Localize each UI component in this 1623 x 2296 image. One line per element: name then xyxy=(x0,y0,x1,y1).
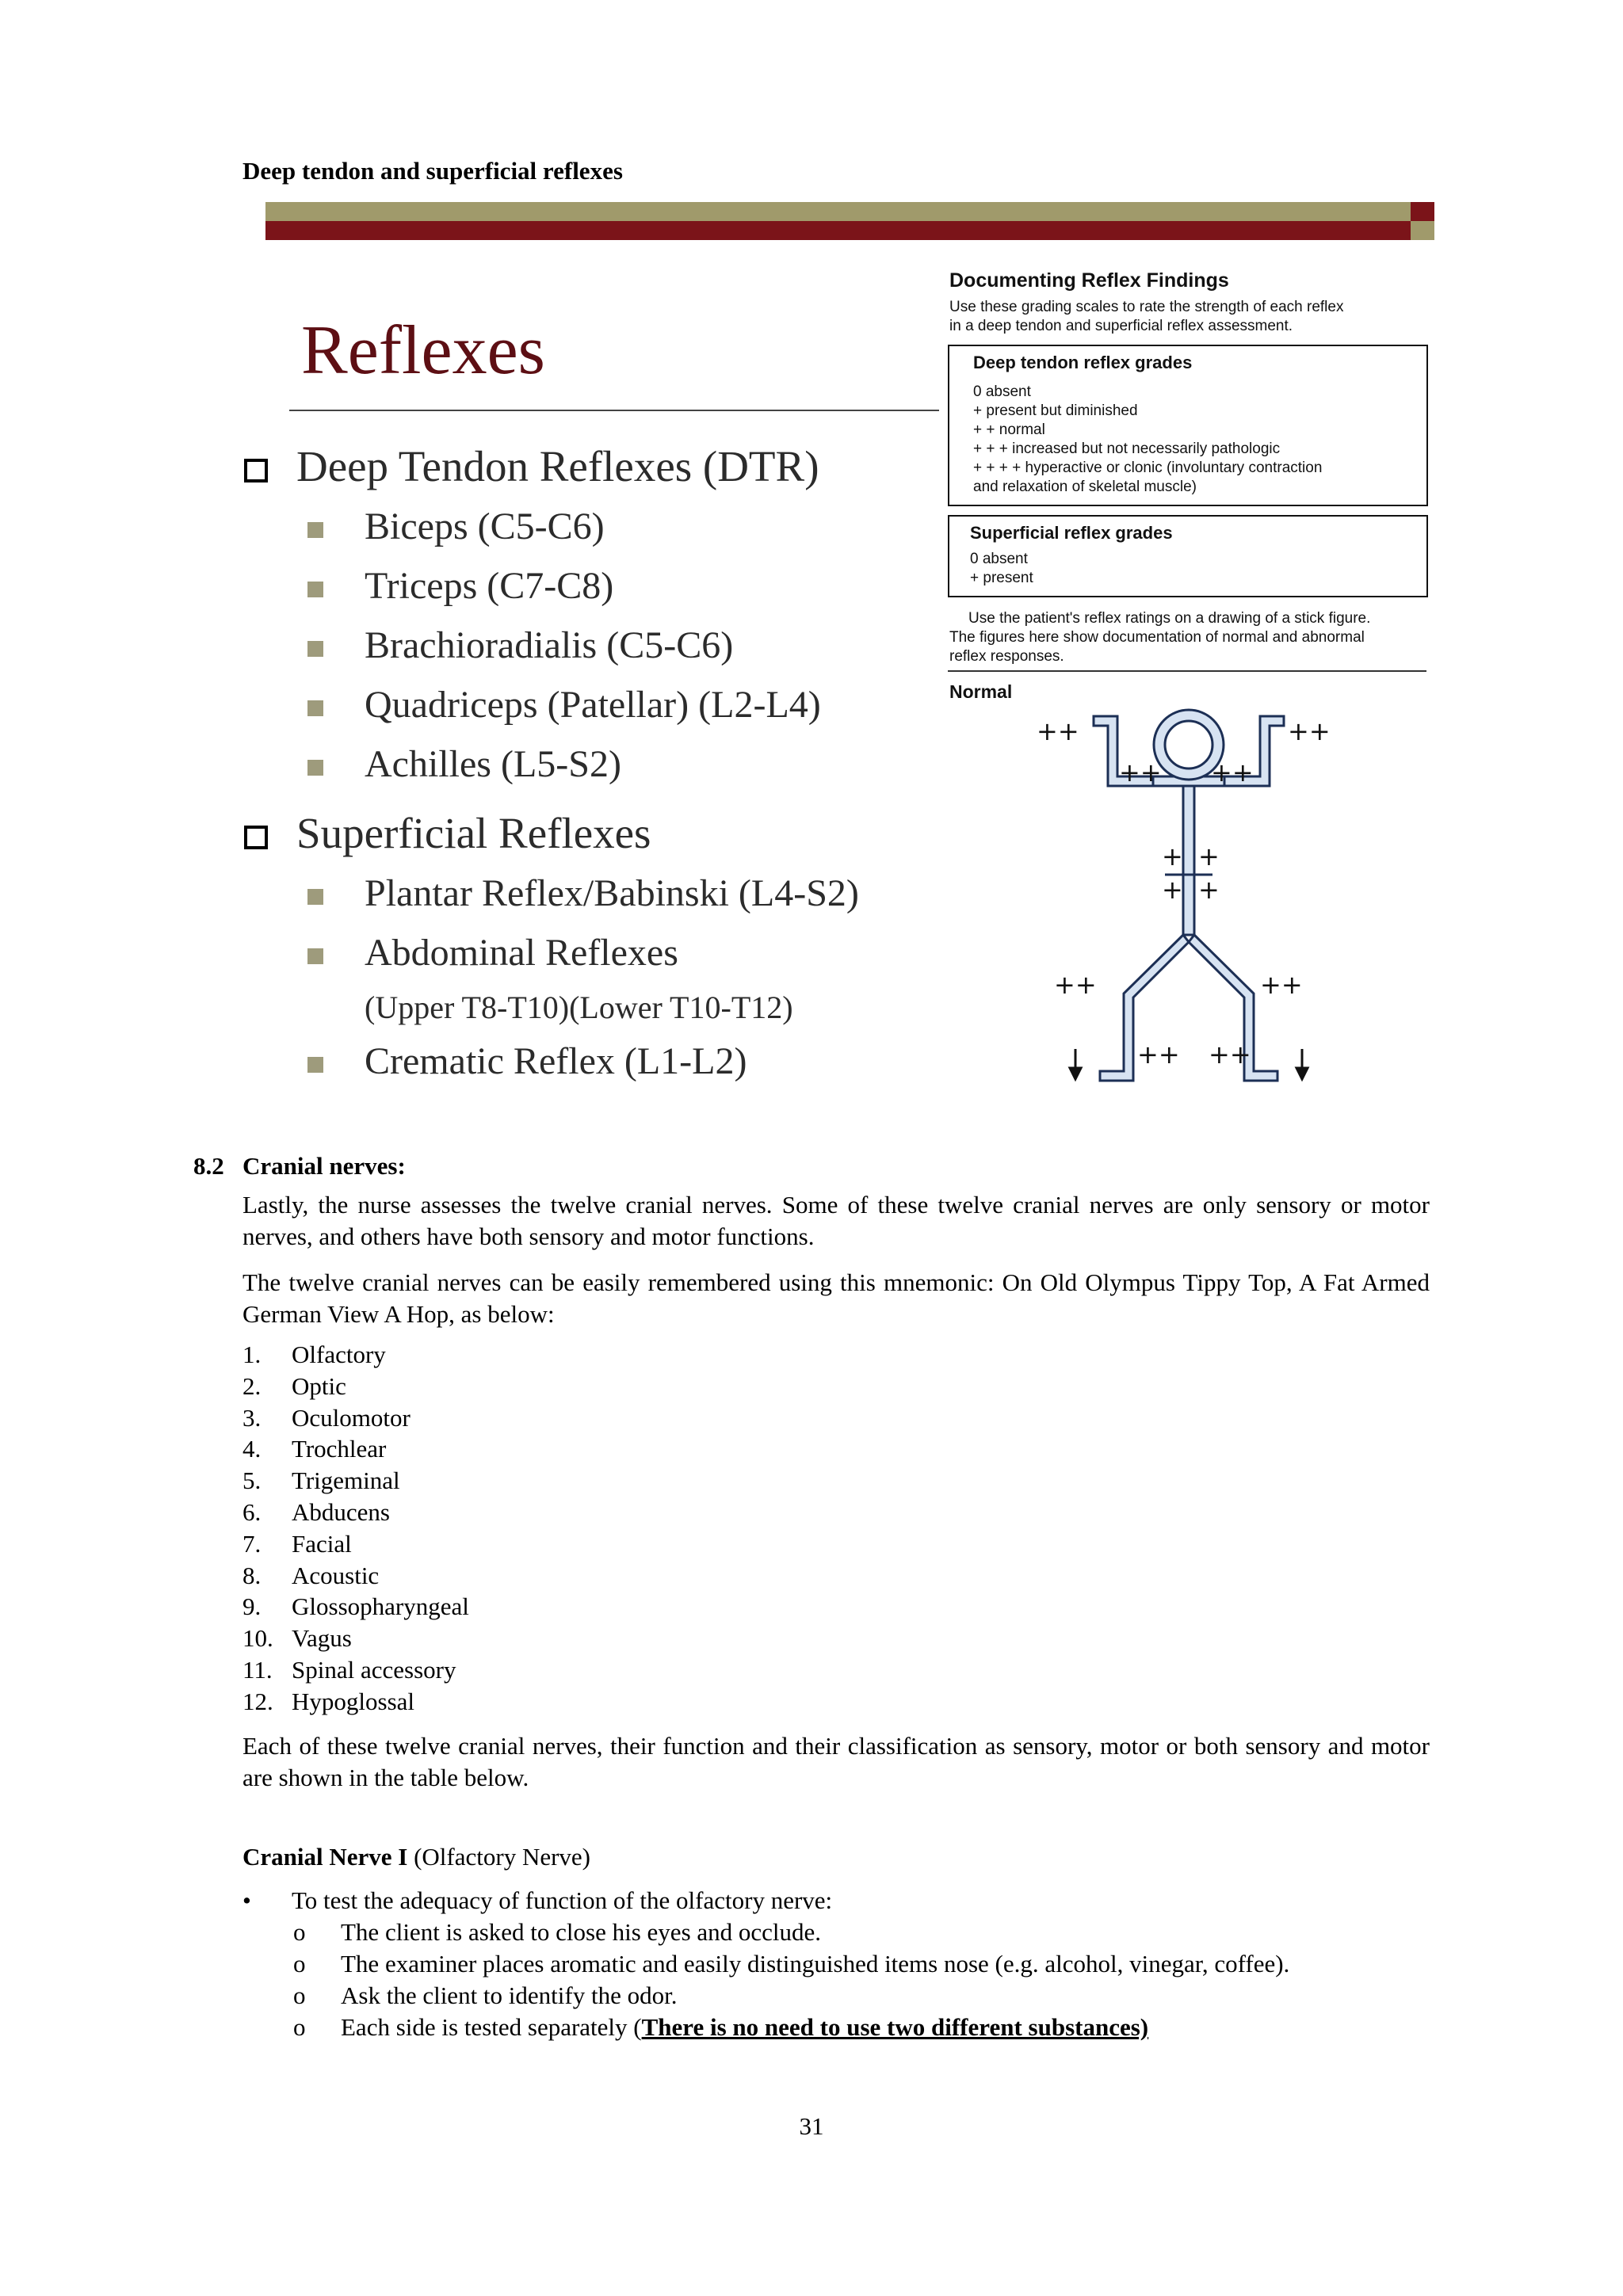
test-step: Ask the client to identify the odor. xyxy=(341,1981,678,2009)
nerve-one-heading: Cranial Nerve I (Olfactory Nerve) xyxy=(242,1843,590,1871)
figure-mark: ++ xyxy=(1137,1039,1180,1070)
superficial-item-detail: (Upper T8-T10)(Lower T10-T12) xyxy=(365,990,793,1025)
dtr-grades-list: 0 absent + present but diminished + + normal + + + increased but not necessarily pathologic + + + + hyperactive or clonic (involuntary contraction and relaxation of skeletal muscle) xyxy=(973,383,1323,495)
figure-mark: ++ xyxy=(1054,970,1097,1000)
test-step: The client is asked to close his eyes and occlude. xyxy=(341,1918,822,1946)
sub-bullet-icon: o xyxy=(293,1950,306,1978)
dtr-item: Triceps (C7-C8) xyxy=(307,564,613,608)
sub-bullet-icon: o xyxy=(293,1918,306,1946)
superficial-grades-box xyxy=(948,515,1428,597)
list-item: 4. Trochlear xyxy=(242,1435,387,1463)
table-intro-paragraph: Each of these twelve cranial nerves, their function and their classification as sensory, motor or both sensory and motor are shown in the table below. xyxy=(242,1732,1430,1791)
normal-label: Normal xyxy=(949,681,1013,702)
figure-mark: ++ xyxy=(1211,757,1254,788)
figure-mark: ++ xyxy=(1209,1039,1251,1070)
slide-title: Reflexes xyxy=(301,312,545,389)
list-item: 6. Abducens xyxy=(242,1497,390,1526)
torso-shape xyxy=(1183,786,1194,935)
findings-intro: Use these grading scales to rate the strength of each reflex in a deep tendon and superficial reflex assessment. xyxy=(949,299,1344,334)
square-bullet-icon xyxy=(307,1057,323,1073)
test-intro: To test the adequacy of function of the olfactory nerve: xyxy=(292,1886,833,1914)
dtr-grades-box xyxy=(948,345,1428,506)
slide-corner-square xyxy=(1411,221,1434,240)
figure-mark: + xyxy=(1198,875,1220,905)
figure-mark: ++ xyxy=(1119,757,1162,788)
figure-mark: ++ xyxy=(1288,716,1331,746)
hollow-square-bullet-icon xyxy=(244,826,268,849)
slide-top-bar xyxy=(265,202,1423,221)
head-inner-shape xyxy=(1165,721,1212,769)
list-item: 12. Hypoglossal xyxy=(242,1687,414,1715)
square-bullet-icon xyxy=(307,700,323,716)
test-step: The examiner places aromatic and easily distinguished items nose (e.g. alcohol, vinegar, coffee). xyxy=(341,1950,1290,1978)
square-bullet-icon xyxy=(307,641,323,657)
dtr-item: Biceps (C5-C6) xyxy=(307,505,605,548)
superficial-grades-list: 0 absent + present xyxy=(970,551,1033,586)
reflexes-slide-figure xyxy=(238,200,1442,1119)
square-bullet-icon xyxy=(307,582,323,597)
list-item: 9. Glossopharyngeal xyxy=(242,1592,469,1621)
square-bullet-icon xyxy=(307,522,323,538)
caption-rule xyxy=(948,670,1426,672)
list-item: 8. Acoustic xyxy=(242,1561,380,1589)
list-item: 3. Oculomotor xyxy=(242,1403,411,1432)
figure-mark: ++ xyxy=(1037,716,1079,746)
sub-bullet-icon: o xyxy=(293,1981,306,2009)
cranial-nerve-list xyxy=(242,1339,469,1718)
superficial-grades-title: Superficial reflex grades xyxy=(970,523,1173,543)
figure-mark: + xyxy=(1162,841,1183,871)
superficial-item: Crematic Reflex (L1-L2) xyxy=(307,1039,747,1083)
dtr-item: Achilles (L5-S2) xyxy=(307,742,621,786)
dtr-item: Quadriceps (Patellar) (L2-L4) xyxy=(307,683,821,727)
mnemonic-paragraph: The twelve cranial nerves can be easily remembered using this mnemonic: On Old Olympus Tippy Top, A Fat Armed German View A Hop, as below: xyxy=(242,1268,1430,1328)
down-arrow-icon xyxy=(1070,1068,1081,1079)
superficial-item: Abdominal Reflexes xyxy=(307,931,678,974)
page-number: 31 xyxy=(799,2112,824,2140)
figure-mark: ++ xyxy=(1260,970,1303,1000)
cranial-paragraph: Lastly, the nurse assesses the twelve cranial nerves. Some of these twelve cranial nerves are only sensory or motor nerves, and others have both sensory and motor functions. xyxy=(242,1191,1430,1250)
findings-title: Documenting Reflex Findings xyxy=(949,269,1229,292)
square-bullet-icon xyxy=(307,889,323,905)
dtr-grades-title: Deep tendon reflex grades xyxy=(973,353,1193,372)
slide-corner-square xyxy=(1411,202,1434,221)
down-arrow-icon xyxy=(1296,1068,1308,1079)
stick-figure-diagram xyxy=(1030,707,1426,1119)
list-item: 7. Facial xyxy=(242,1529,352,1558)
superficial-item: Plantar Reflex/Babinski (L4-S2) xyxy=(307,871,859,915)
stick-figure-caption: Use the patient's reflex ratings on a drawing of a stick figure. The figures here show documentation of normal and abnormal reflex responses. xyxy=(949,610,1371,665)
sub-bullet-icon: o xyxy=(293,2013,306,2041)
dtr-item: Brachioradialis (C5-C6) xyxy=(307,624,733,667)
list-item: 5. Trigeminal xyxy=(242,1466,400,1495)
slide-top-bar-dark xyxy=(265,221,1423,240)
hollow-square-bullet-icon xyxy=(244,459,268,482)
slide-title-rule xyxy=(289,410,939,411)
cranial-section-heading: Cranial nerves: xyxy=(242,1152,406,1180)
list-item: 10. Vagus xyxy=(242,1624,352,1653)
bullet-icon: • xyxy=(242,1886,251,1914)
square-bullet-icon xyxy=(307,948,323,964)
dtr-heading: Deep Tendon Reflexes (DTR) xyxy=(244,441,819,491)
list-item: 1. Olfactory xyxy=(242,1341,386,1368)
superficial-heading: Superficial Reflexes xyxy=(244,808,651,858)
square-bullet-icon xyxy=(307,760,323,776)
figure-mark: + xyxy=(1162,875,1183,905)
section-heading: Deep tendon and superficial reflexes xyxy=(242,157,623,185)
figure-mark: + xyxy=(1198,841,1220,871)
list-item: 2. Optic xyxy=(242,1371,346,1400)
test-step: Each side is tested separately (There is no need to use two different substances) xyxy=(341,2013,1149,2041)
cranial-section-number: 8.2 xyxy=(193,1152,224,1180)
list-item: 11. Spinal accessory xyxy=(242,1655,456,1684)
